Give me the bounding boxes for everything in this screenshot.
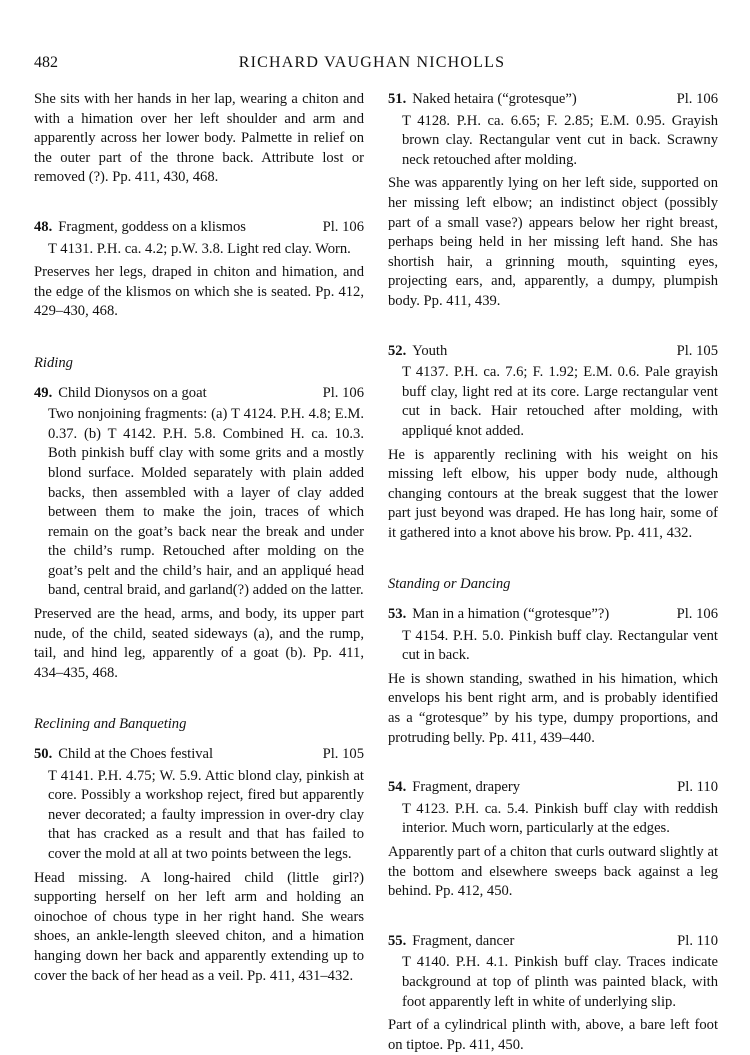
plate-reference: Pl. 105: [322, 746, 364, 763]
entry-number: 51.: [388, 91, 407, 107]
entry-title-row: [388, 605, 718, 625]
entry-title-row: [34, 745, 364, 765]
section-heading-riding: Riding: [34, 354, 73, 371]
entry-number: 50.: [34, 746, 53, 763]
running-head: RICHARD VAUGHAN NICHOLLS: [238, 54, 506, 71]
entry-text: Preserves her legs, draped in chiton and himation, and the edge of the klismos on which she is seated. Pp. 412, 429–430, 468.: [34, 264, 364, 320]
entry-description: T 4137. P.H. ca. 7.6; F. 1.92; E.M. 0.6. Pale grayish buff clay, light red at its core. Large rectangular vent cut in back. Hair retouched after molding, with appliqué knot added.: [402, 364, 718, 439]
entry-number: 53.: [388, 606, 407, 623]
entry-title-row: [388, 342, 718, 362]
entry-number: 54.: [388, 779, 407, 796]
right-column: [388, 90, 718, 1055]
catalog-entry-52: [388, 342, 718, 544]
page-header: [34, 54, 710, 78]
catalog-entry-51: [388, 90, 718, 312]
entry-title: Child Dionysos on a goat: [58, 384, 207, 401]
page-number: 482: [34, 54, 58, 71]
catalog-entry-48: [34, 218, 364, 322]
entry-title: Man in a himation (“grotesque”?): [412, 606, 610, 623]
plate-reference: Pl. 110: [677, 779, 718, 796]
entry-text: Part of a cylindrical plinth with, above, a bare left foot on tiptoe. Pp. 411, 450.: [388, 1017, 718, 1053]
entry-title-row: [34, 384, 364, 404]
entry-number: 55.: [388, 932, 407, 949]
entry-title: Youth: [412, 342, 448, 359]
entry-number: 49.: [34, 384, 53, 401]
plate-reference: Pl. 106: [676, 91, 718, 107]
catalog-entry-53: [388, 605, 718, 748]
left-column: [34, 90, 364, 986]
plate-reference: Pl. 106: [322, 218, 364, 235]
entry-text: He is apparently reclining with his weight on his missing left elbow, his upper body nude, although changing contours at the break suggest that the lower part just beyond was draped. He has long hair, some of it gathered into a knot above his brow. Pp. 411, 432.: [388, 446, 718, 541]
entry-description: T 4154. P.H. 5.0. Pinkish buff clay. Rectangular vent cut in back.: [402, 627, 718, 664]
entry-number: 52.: [388, 342, 407, 359]
entry-title-row: [34, 218, 364, 238]
catalog-entry-50: [34, 745, 364, 986]
catalog-entry-54: [388, 778, 718, 902]
entry-text: Preserved are the head, arms, and body, its upper part nude, of the child, seated sideways (a), and the rump, tail, and hind leg, apparently of a goat (b). Pp. 411, 434–435, 468.: [34, 606, 364, 681]
entry-number: 48.: [34, 218, 53, 235]
entry-title-row: [388, 90, 718, 110]
entry-title-row: [388, 932, 718, 952]
entry-description: T 4140. P.H. 4.1. Pinkish buff clay. Traces indicate background at top of plinth was painted black, with foot apparently left in white of underlying slip.: [402, 954, 718, 1010]
plate-reference: Pl. 110: [677, 932, 718, 949]
section-heading-standing: Standing or Dancing: [388, 576, 511, 593]
entry-description: T 4131. P.H. ca. 4.2; p.W. 3.8. Light red clay. Worn.: [48, 240, 351, 257]
catalog-entry-49: [34, 384, 364, 684]
entry-title: Fragment, dancer: [412, 932, 515, 949]
catalog-entry-55: [388, 932, 718, 1055]
entry-description: T 4123. P.H. ca. 5.4. Pinkish buff clay with reddish interior. Much worn, particularly at the edges.: [402, 800, 718, 837]
entry-title: Fragment, goddess on a klismos: [58, 218, 246, 235]
entry-text: She was apparently lying on her left side, supported on her missing left elbow; an indistinct object (possibly part of a small vase?) appears below her right breast, perhaps being held in her missing left hand. She has shortish hair, a grinning mouth, squinting eyes, projecting ears, and, apparently, a dumpy, plumpish body. Pp. 411, 439.: [388, 175, 718, 309]
entry-description: Two nonjoining fragments: (a) T 4124. P.H. 4.8; E.M. 0.37. (b) T 4142. P.H. 5.8. Combined H. ca. 10.3. Both pinkish buff clay with some grits and a mostly blond surface. Molded separately with plain added backs, then assembled with a layer of clay added between them to make the join, traces of which remain on the goat’s back near the break and under the child’s rump. Retouched after molding on the goat’s pelt and the child’s hair, and an appliqué head band, central braid, and garland(?) added on the latter.: [48, 406, 364, 599]
entry-title: Child at the Choes festival: [58, 746, 214, 763]
entry-text: He is shown standing, swathed in his himation, which envelops his bent right arm, and is probably identified as a “grotesque” by his type, dumpy proportions, and protruding belly. Pp. 411, 439–440.: [388, 670, 718, 746]
entry-title: Naked hetaira (“grotesque”): [412, 91, 577, 107]
plate-reference: Pl. 106: [322, 384, 364, 401]
entry-text: Head missing. A long-haired child (little girl?) supporting herself on her left arm and holding an oinochoe of chous type in her right hand. She wears shoes, an ankle-length sleeved chiton, and a himation hanging down her back and apparently extending up to cover the back of her head as a veil. Pp. 411, 431–432.: [34, 869, 364, 984]
entry-text: Apparently part of a chiton that curls outward slightly at the bottom and elsewhere sweeps back against a leg behind. Pp. 412, 450.: [388, 844, 718, 900]
entry-title-row: [388, 778, 718, 798]
entry-description: T 4141. P.H. 4.75; W. 5.9. Attic blond clay, pinkish at core. Possibly a workshop reject, fired but apparently never decorated; a faulty impression in over-dry clay that has cracked as a result and that has failed to cover the mold at all at two points between the legs.: [48, 767, 364, 862]
entry-title: Fragment, drapery: [412, 779, 521, 796]
plate-reference: Pl. 105: [676, 342, 718, 359]
section-heading-reclining: Reclining and Banqueting: [34, 716, 187, 733]
continuation-paragraph: She sits with her hands in her lap, wearing a chiton and with a himation over her left shoulder and arm and apparently across her lower body. Palmette in relief on the outer part of the throne back. Attribute lost or removed (?). Pp. 411, 430, 468.: [34, 91, 364, 186]
entry-description: T 4128. P.H. ca. 6.65; F. 2.85; E.M. 0.95. Grayish brown clay. Rectangular vent cut in back. Scrawny neck retouched after molding.: [402, 112, 718, 168]
plate-reference: Pl. 106: [676, 606, 718, 623]
